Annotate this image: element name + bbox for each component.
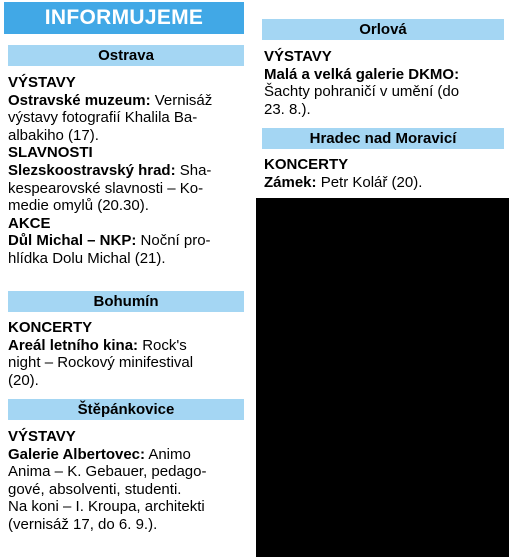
event-text-line: (20). bbox=[8, 371, 39, 389]
event-entry bbox=[8, 162, 252, 180]
section-title: Hradec nad Moravicí bbox=[309, 130, 457, 147]
category-label: SLAVNOSTI bbox=[8, 144, 93, 162]
venue-name: Galerie Albertovec: bbox=[8, 445, 145, 463]
event-text-line: Šachty pohraničí v umění (do bbox=[264, 83, 460, 101]
section-title: Bohumín bbox=[93, 293, 159, 310]
event-text: Noční pro- bbox=[136, 232, 211, 250]
event-text-line: gové, absolventi, studenti. bbox=[8, 480, 182, 498]
venue-name: Zámek: bbox=[264, 173, 317, 191]
event-text-line: medie omylů (20.30). bbox=[8, 197, 149, 215]
event-text-line: Anima – K. Gebauer, pedago- bbox=[8, 463, 207, 481]
category-label: VÝSTAVY bbox=[264, 48, 332, 65]
section-title: Orlová bbox=[359, 21, 407, 38]
section-header-hradec bbox=[262, 128, 504, 149]
section-header-stepankovice bbox=[8, 399, 244, 420]
venue-name: Slezskoostravský hrad: bbox=[8, 161, 176, 179]
section-header-bohumin bbox=[8, 291, 244, 312]
masthead bbox=[4, 2, 244, 34]
event-entry bbox=[8, 232, 252, 250]
venue-name: Malá a velká galerie DKMO: bbox=[264, 65, 460, 83]
event-text-line: výstavy fotografií Khalila Ba- bbox=[8, 109, 198, 127]
event-text: Rock's bbox=[138, 336, 187, 354]
event-text-line: hlídka Dolu Michal (21). bbox=[8, 249, 166, 267]
category-label: KONCERTY bbox=[264, 156, 349, 173]
section-stepankovice bbox=[8, 428, 252, 534]
category-label: VÝSTAVY bbox=[8, 74, 76, 91]
event-entry bbox=[8, 337, 252, 355]
section-ostrava bbox=[8, 74, 252, 268]
event-text: Vernisáž bbox=[150, 91, 213, 109]
venue-name: Areál letního kina: bbox=[8, 336, 139, 354]
section-header-ostrava bbox=[8, 45, 244, 66]
event-text: Sha- bbox=[175, 161, 212, 179]
event-text: Petr Kolář (20). bbox=[316, 173, 423, 191]
event-text: Animo bbox=[145, 445, 191, 463]
section-title: Ostrava bbox=[98, 47, 154, 64]
blank-area bbox=[256, 198, 509, 557]
event-text-line: (vernisáž 17, do 6. 9.). bbox=[8, 515, 158, 533]
section-bohumin bbox=[8, 319, 252, 389]
event-entry bbox=[264, 174, 509, 192]
venue-name: Důl Michal – NKP: bbox=[8, 232, 137, 250]
category-label: VÝSTAVY bbox=[8, 428, 76, 445]
event-entry bbox=[8, 446, 252, 464]
category-label: AKCE bbox=[8, 214, 51, 232]
event-text-line: night – Rockový minifestival bbox=[8, 354, 194, 372]
event-entry bbox=[264, 66, 509, 84]
event-text-line: albakiho (17). bbox=[8, 126, 99, 144]
section-hradec bbox=[264, 156, 509, 191]
section-orlova bbox=[264, 48, 509, 118]
section-title: Štěpánkovice bbox=[77, 401, 175, 418]
section-header-orlova bbox=[262, 19, 504, 40]
event-text-line: 23. 8.). bbox=[264, 100, 311, 118]
masthead-title: INFORMUJEME bbox=[44, 6, 204, 29]
event-text-line: Na koni – I. Kroupa, architekti bbox=[8, 498, 205, 516]
event-text-line: kespearovské slavnosti – Ko- bbox=[8, 179, 204, 197]
category-label: KONCERTY bbox=[8, 319, 93, 336]
venue-name: Ostravské muzeum: bbox=[8, 91, 151, 109]
event-entry bbox=[8, 92, 252, 110]
